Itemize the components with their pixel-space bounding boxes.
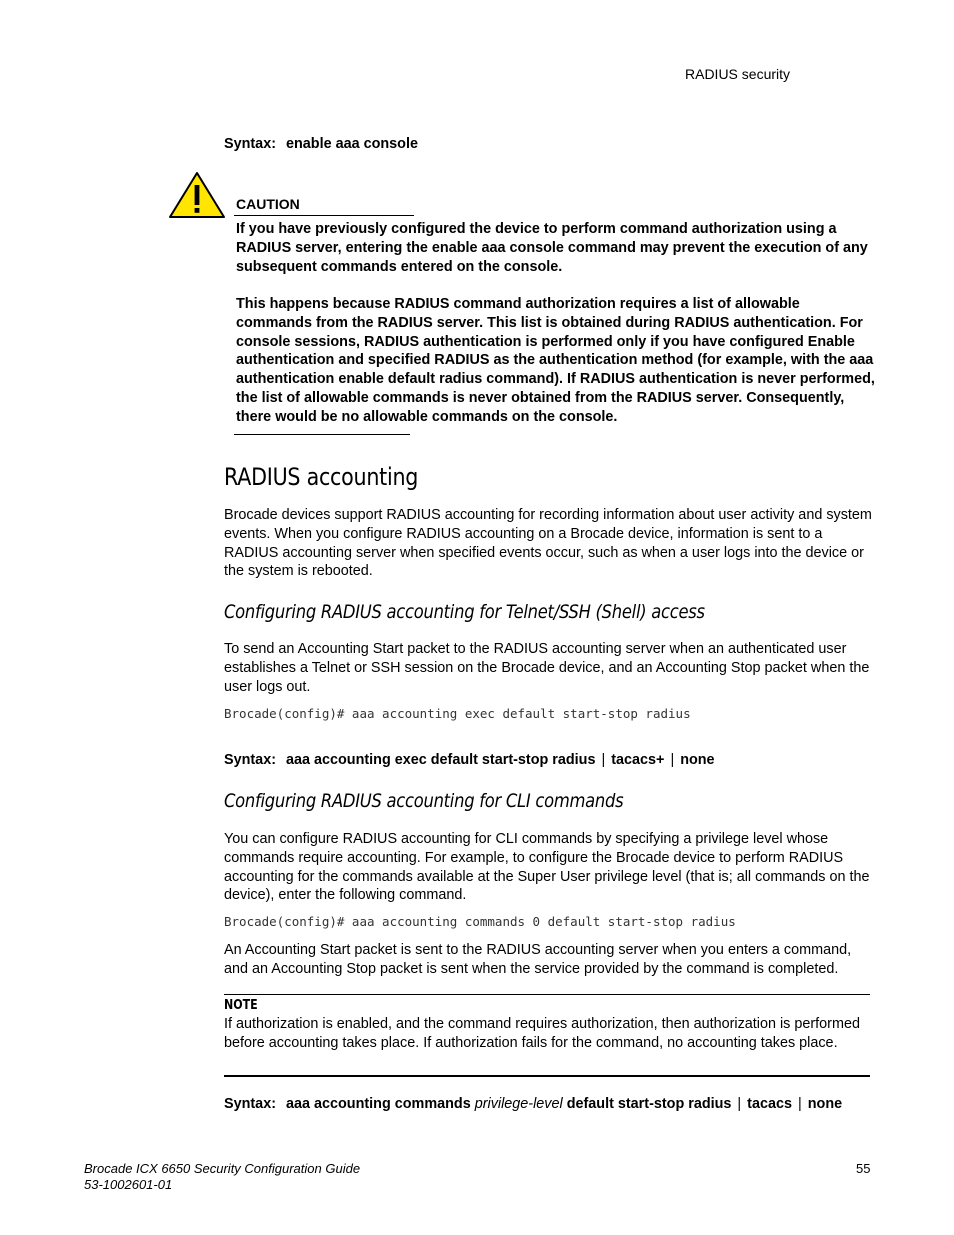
- caution-paragraph-1: If you have previously configured the device to perform command authorization using a RADIUS server, entering the enable aaa console command may prevent the execution of any subsequent commands entered on the console.: [236, 221, 868, 275]
- syntax-pipe: |: [797, 1096, 802, 1112]
- telnet-ssh-paragraph: To send an Accounting Start packet to the RADIUS accounting server when an authenticated user establishes a Telnet or SSH session on the Brocade device, and an Accounting Stop packet when the user logs out.: [224, 641, 870, 695]
- running-header: RADIUS security: [685, 66, 791, 82]
- note-rule-bottom: [224, 1075, 870, 1077]
- syntax-label: Syntax:: [224, 752, 276, 768]
- syntax-pipe: |: [601, 752, 606, 768]
- syntax-label: Syntax:: [224, 136, 276, 152]
- syntax-command-rest: default start-stop radius: [566, 1096, 732, 1112]
- syntax-enable-aaa-console: [224, 136, 418, 152]
- heading-radius-accounting: RADIUS accounting: [224, 463, 419, 491]
- code-commands-accounting: Brocade(config)# aaa accounting commands 0 default start-stop radius: [224, 914, 736, 929]
- cli-commands-paragraph: You can configure RADIUS accounting for CLI commands by specifying a privilege level whose commands require accounting. For example, to configure the Brocade device to perform RADIUS accounting for the commands available at the Super User privilege level (that is; all commands on the device), enter the following command.: [224, 831, 870, 904]
- note-text: If authorization is enabled, and the command requires authorization, then authorization is performed before accounting takes place. If authorization fails for the command, no accounting takes place.: [224, 1016, 860, 1051]
- syntax-command: enable aaa console: [285, 136, 418, 152]
- accounting-start-paragraph: An Accounting Start packet is sent to the RADIUS accounting server when you enters a command, and an Accounting Stop packet is sent when the service provided by the command is completed.: [224, 942, 852, 977]
- heading-telnet-ssh-accounting: Configuring RADIUS accounting for Telnet/SSH (Shell) access: [224, 601, 705, 623]
- syntax-option-tacacs: tacacs: [747, 1096, 792, 1112]
- syntax-pipe: |: [737, 1096, 742, 1112]
- caution-paragraph-2: This happens because RADIUS command authorization requires a list of allowable commands from the RADIUS server. This list is obtained during RADIUS authentication. For console sessions, RADIUS authentication is performed only if you have configured Enable authentication and specified RADIUS as the authentication method (for example, with the aaa authentication enable default radius command). If RADIUS authentication is never performed, the list of allowable commands is never obtained from the RADIUS server. Consequently, there would be no allowable commands on the console.: [236, 296, 875, 425]
- syntax-label: Syntax:: [224, 1096, 276, 1112]
- caution-rule-bottom: [234, 434, 410, 435]
- heading-cli-commands-accounting: Configuring RADIUS accounting for CLI commands: [224, 790, 624, 812]
- syntax-option-none: none: [680, 752, 715, 768]
- syntax-pipe: |: [670, 752, 675, 768]
- page-number: 55: [856, 1161, 871, 1176]
- syntax-option-none: none: [807, 1096, 843, 1112]
- syntax-exec-accounting: [224, 752, 715, 768]
- footer-title: Brocade ICX 6650 Security Configuration Guide: [84, 1161, 361, 1176]
- note-rule-top: [224, 994, 870, 995]
- footer-doc-info: [84, 1161, 360, 1193]
- radius-accounting-paragraph: Brocade devices support RADIUS accounting for recording information about user activity and system events. When you configure RADIUS accounting on a Brocade device, information is sent to a RADIUS accounting server when specified events occur, such as when a user logs into the device or the system is rebooted.: [224, 507, 872, 580]
- code-exec-accounting: Brocade(config)# aaa accounting exec default start-stop radius: [224, 706, 691, 721]
- caution-rule-top: [234, 215, 414, 216]
- syntax-command: aaa accounting commands: [285, 1096, 471, 1112]
- syntax-command: aaa accounting exec default start-stop radius: [285, 752, 596, 768]
- footer-doc-number: 53-1002601-01: [84, 1177, 173, 1192]
- syntax-commands-accounting: [224, 1096, 842, 1112]
- syntax-option-tacacs-plus: tacacs+: [611, 752, 665, 768]
- syntax-argument: privilege-level: [474, 1096, 563, 1112]
- note-title: NOTE: [224, 998, 258, 1013]
- caution-title: CAUTION: [236, 196, 300, 212]
- caution-warning-icon: [167, 170, 227, 220]
